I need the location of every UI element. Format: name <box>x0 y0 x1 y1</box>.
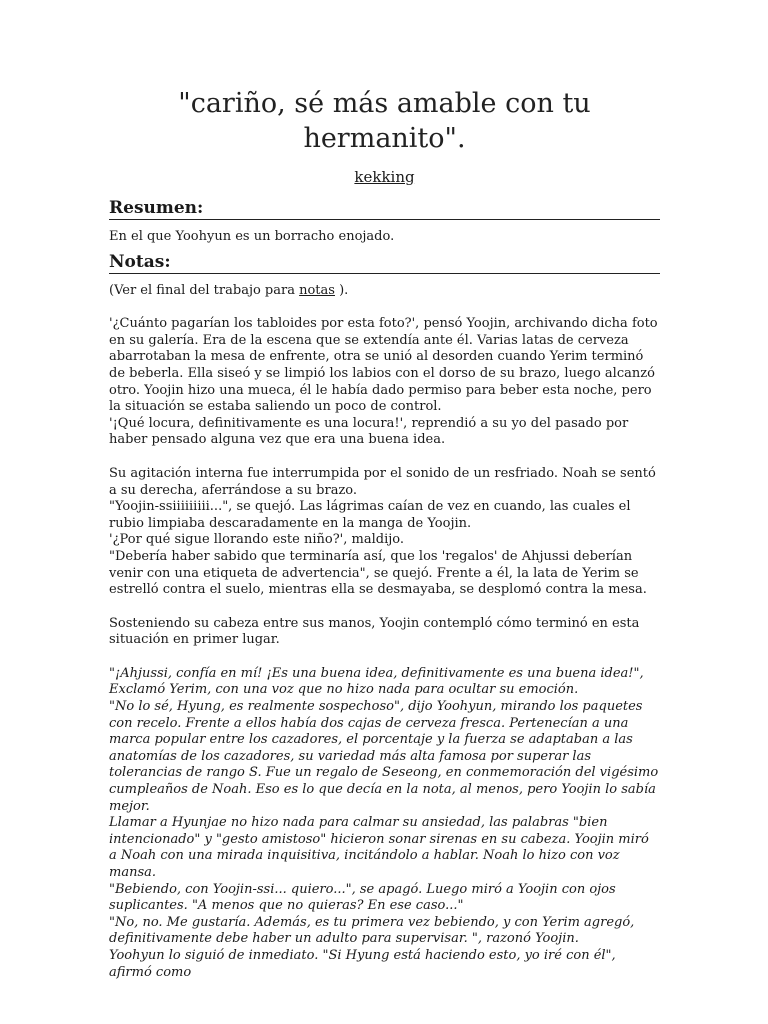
work-title: "cariño, sé más amable con tu hermanito". <box>178 88 591 154</box>
paragraph-block-2 <box>109 466 660 599</box>
notes-reference <box>109 283 660 300</box>
paragraph-block-1 <box>109 316 660 449</box>
story-line: '¡Qué locura, definitivamente es una locura!', reprendió a su yo del pasado por haber pensado alguna vez que era una buena idea. <box>109 415 629 448</box>
summary-heading: Resumen: <box>109 197 660 220</box>
story-line: "No lo sé, Hyung, es realmente sospechoso", dijo Yoohyun, mirando los paquetes con recelo. Frente a ellos había dos cajas de cerveza fresca. Pertenecían a una marca popular entre los cazadores, el porcentaje y la fuerza se adaptaban a las anatomías de los cazadores, su variedad más alta famosa por superar las tolerancias de rango S. Fue un regalo de Seseong, en conmemoración del vigésimo cumpleaños de Noah. Eso es lo que decía en la nota, al menos, pero Yoojin lo sabía mejor. <box>109 699 659 814</box>
story-line: Llamar a Hyunjae no hizo nada para calmar su ansiedad, las palabras "bien intencionado" y "gesto amistoso" hicieron sonar sirenas en su cabeza. Yoojin miró a Noah con una mirada inquisitiva, incitándolo a hablar. Noah lo hizo con voz mansa. <box>109 815 649 880</box>
story-line: Yoohyun lo siguió de inmediato. "Si Hyung está haciendo esto, yo iré con él", afirmó como <box>109 947 616 980</box>
summary-text: En el que Yoohyun es un borracho enojado. <box>109 229 395 244</box>
story-line: Su agitación interna fue interrumpida por el sonido de un resfriado. Noah se sentó a su derecha, aferrándose a su brazo. <box>109 465 656 498</box>
story-line: '¿Por qué sigue llorando este niño?', maldijo. <box>109 532 404 548</box>
author-byline <box>109 167 660 187</box>
notes-heading: Notas: <box>109 251 660 274</box>
story-body <box>109 316 660 981</box>
author-link[interactable]: kekking <box>354 168 415 186</box>
story-line: "¡Ahjussi, confía en mí! ¡Es una buena idea, definitivamente es una buena idea!", Exclamó Yerim, con una voz que no hizo nada para ocultar su emoción. <box>109 665 644 698</box>
notes-link[interactable]: notas <box>299 282 335 298</box>
paragraph-block-4-flashback <box>109 666 660 981</box>
story-line: "Bebiendo, con Yoojin-ssi... quiero...", se apagó. Luego miró a Yoojin con ojos suplicantes. "A menos que no quieras? En ese caso..." <box>109 881 616 914</box>
document-page <box>109 0 660 981</box>
story-line: "No, no. Me gustaría. Además, es tu primera vez bebiendo, y con Yerim agregó, definitivamente debe haber un adulto para supervisar. ", razonó Yoojin. <box>109 914 635 947</box>
paragraph-block-3 <box>109 616 660 649</box>
story-line: "Debería haber sabido que terminaría así, que los 'regalos' de Ahjussi deberían venir con una etiqueta de advertencia", se quejó. Frente a él, la lata de Yerim se estrelló contra el suelo, mientras ella se desmayaba, se desplomó contra la mesa. <box>109 548 647 598</box>
story-line: '¿Cuánto pagarían los tabloides por esta foto?', pensó Yoojin, archivando dicha foto en su galería. Era de la escena que se extendía ante él. Varias latas de cerveza abarrotaban la mesa de enfrente, otra se unió al desorden cuando Yerim terminó de beberla. Ella siseó y se limpió los labios con el dorso de su brazo, luego alcanzó otro. Yoojin hizo una mueca, él le había dado permiso para beber esta noche, pero la situación se estaba saliendo un poco de control. <box>109 316 658 415</box>
story-line: Sosteniendo su cabeza entre sus manos, Yoojin contempló cómo terminó en esta situación en primer lugar. <box>109 615 640 648</box>
story-line: "Yoojin-ssiiiiiiiii...", se quejó. Las lágrimas caían de vez en cuando, las cuales el rubio limpiaba descaradamente en la manga de Yoojin. <box>109 499 631 531</box>
notes-suffix: ). <box>334 282 349 298</box>
notes-prefix: (Ver el final del trabajo para <box>109 282 300 298</box>
